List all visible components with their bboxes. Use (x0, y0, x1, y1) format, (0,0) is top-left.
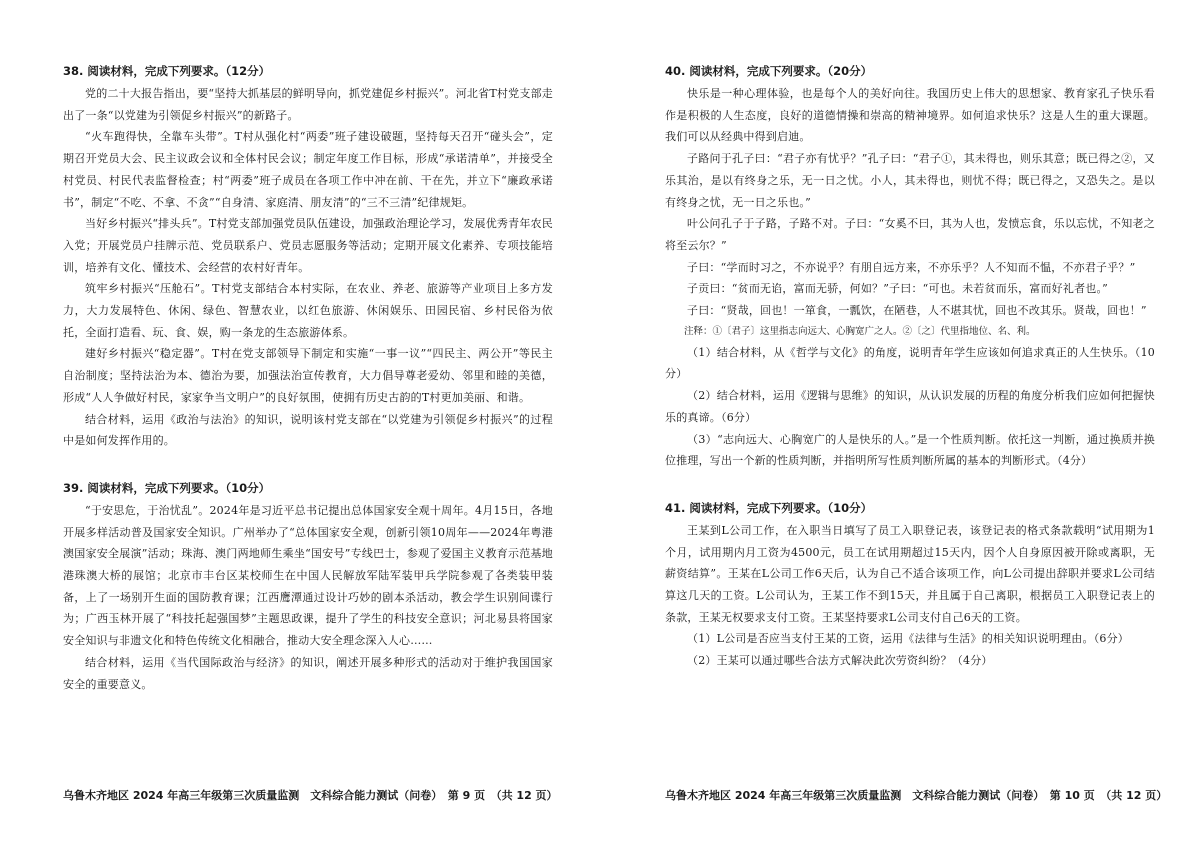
q40-classic-quote: 子贡曰：“贫而无谄，富而无骄，何如？”子曰：“可也。未若贫而乐，富而好礼者也。” (687, 282, 1108, 296)
q40-subquestion: （3）“志向远大、心胸宽广的人是快乐的人。”是一个性质判断。依托这一判断，通过换质并换位推理，写出一个新的性质判断，并指明所写性质判断所属的基本的判断形式。（4分） (665, 432, 1155, 468)
q40-subquestion: （2）结合材料，运用《逻辑与思维》的知识，从认识发展的历程的角度分析我们应如何把握快乐的真谛。（6分） (665, 389, 1155, 424)
q38-paragraph: 建好乡村振兴“稳定器”。T村在党支部领导下制定和实施“一事一议”“四民主、两公开”等民主自治制度；坚持法治为本、德治为要，加强法治宣传教育，大力倡导尊老爱幼、邻里和睦的美德，形成“人人争做好村民，家家争当文明户”的良好氛围，使拥有历史古韵的T村更加美丽、和谐。 (63, 347, 553, 404)
question-39 (63, 477, 553, 695)
q38-paragraph: “火车跑得快，全靠车头带”。T村从强化村“两委”班子建设破题，坚持每天召开“碰头会”，定期召开党员大会、民主议政会议和全体村民会议；制定年度工作目标，形成“承诺清单”，并接受全村党员、村民代表监督检查；村“两委”班子成员在各项工作中冲在前、干在先，并立下“廉政承诺书”，制定“不吃、不拿、不贪”“自身清、家庭清、朋友清”的“三不三清”纪律规矩。 (63, 130, 553, 209)
q40-annotation: 注释：①〔君子〕这里指志向远大、心胸宽广之人。②〔之〕代里指地位、名、利。 (684, 325, 1036, 337)
question-40 (665, 60, 1155, 472)
q41-subquestion: （1）L公司是否应当支付王某的工资，运用《法律与生活》的相关知识说明理由。（6分） (687, 632, 1129, 646)
q38-paragraph: 筑牢乡村振兴“压舱石”。T村党支部结合本村实际，在农业、养老、旅游等产业项目上多方发力，大力发展特色、休闲、绿色、智慧农业，以红色旅游、休闲娱乐、田园民宿、乡村民俗为依托，全面打造看、玩、食、娱，购一条龙的生态旅游体系。 (63, 282, 553, 339)
q39-question: 结合材料，运用《当代国际政治与经济》的知识，阐述开展多种形式的活动对于维护我国国家安全的重要意义。 (63, 655, 553, 691)
q40-classic-quote: 子曰：“贤哉，回也！一箪食，一瓢饮，在陋巷，人不堪其忧，回也不改其乐。贤哉，回也！” (687, 304, 1147, 318)
q40-subquestion: （1）结合材料，从《哲学与文化》的角度，说明青年学生应该如何追求真正的人生快乐。（10分） (665, 345, 1155, 381)
q41-subquestion: （2）王某可以通过哪些合法方式解决此次劳资纠纷？（4分） (687, 654, 993, 668)
question-38-title: 38. 阅读材料，完成下列要求。（12分） (63, 64, 271, 78)
q41-material: 王某到L公司工作，在入职当日填写了员工入职登记表，该登记表的格式条款载明“试用期为1个月，试用期内月工资为4500元，员工在试用期超过15天内，因个人自身原因被开除或离职，无薪资结算”。王某在L公司工作6天后，认为自己不适合该项工作，向L公司提出辞职并要求L公司结算这几天的工资。L公司认为，王某工作不到15天，并且属于自己离职，根据员工入职登记表上的条款，王某无权要求支付工资。王某坚持要求L公司支付自己6天的工资。 (665, 523, 1155, 624)
q40-classic-quote: 子曰：“学而时习之，不亦说乎？有朋自远方来，不亦乐乎？人不知而不愠，不亦君子乎？” (687, 260, 1136, 274)
q39-paragraph: “于安思危，于治忧乱”。2024年是习近平总书记提出总体国家安全观十周年。4月15日，各地开展多样活动普及国家安全知识。广州举办了“总体国家安全观，创新引领10周年——2024年粤港澳国家安全展演”活动；珠海、澳门两地师生乘坐“国安号”专线巴士，参观了爱国主义教育示范基地港珠澳大桥的展馆；北京市丰台区某校师生在中国人民解放军陆军装甲兵学院参观了各类装甲装备，上了一场别开生面的国防教育课；江西鹰潭通过设计巧妙的剧本杀活动，教会学生识别间谍行为；广西玉林开展了“科技托起强国梦”主题思政课，提升了学生的科技安全意识；河北易县将国家安全知识与非遗文化和特色传统文化相融合，推动大安全理念深入人心…… (63, 503, 553, 648)
left-page-footer: 乌鲁木齐地区 2024 年高三年级第三次质量监测 文科综合能力测试（问卷） 第 9 页 （共 12 页） (63, 789, 558, 802)
q38-paragraph: 当好乡村振兴“排头兵”。T村党支部加强党员队伍建设，加强政治理论学习，发展优秀青年农民入党；开展党员户挂牌示范、党员联系户、党员志愿服务等活动；定期开展文化素养、专项技能培训，培养有文化、懂技术、会经营的农村好青年。 (63, 217, 553, 274)
right-page-footer: 乌鲁木齐地区 2024 年高三年级第三次质量监测 文科综合能力测试（问卷） 第 10 页 （共 12 页） (665, 789, 1168, 802)
right-page (665, 60, 1168, 805)
question-39-title: 39. 阅读材料，完成下列要求。（10分） (63, 480, 271, 495)
q38-question: 结合材料，运用《政治与法治》的知识，说明该村党支部在“以党建为引领促乡村振兴”的过程中是如何发挥作用的。 (63, 412, 553, 448)
page-gutter (600, 0, 601, 849)
q40-intro: 快乐是一种心理体验，也是每个人的美好向往。我国历史上伟大的思想家、教育家孔子快乐看作是积极的人生态度，良好的道德情操和崇高的精神境界。如何追求快乐？这是人生的重大课题。我们可以从经典中得到启迪。 (665, 87, 1155, 144)
left-page (63, 60, 558, 805)
question-41 (665, 497, 1155, 672)
q38-paragraph: 党的二十大报告指出，要“坚持大抓基层的鲜明导向，抓党建促乡村振兴”。河北省T村党支部走出了一条“以党建为引领促乡村振兴”的新路子。 (63, 87, 553, 122)
q40-classic-quote: 叶公问孔子于子路，子路不对。子曰：“女奚不曰，其为人也，发愤忘食，乐以忘忧，不知老之将至云尔？” (665, 217, 1155, 252)
question-41-title: 41. 阅读材料，完成下列要求。（10分） (665, 500, 873, 515)
question-38 (63, 60, 553, 452)
question-40-title: 40. 阅读材料，完成下列要求。（20分） (665, 64, 873, 78)
q40-classic-quote: 子路问于孔子曰：“君子亦有忧乎？”孔子曰：“君子①，其未得也，则乐其意；既已得之②，又乐其治，是以有终身之乐，无一日之忧。小人，其未得也，则忧不得；既已得之，又恐失之。是以有终身之忧，无一日之乐也。” (665, 152, 1155, 209)
